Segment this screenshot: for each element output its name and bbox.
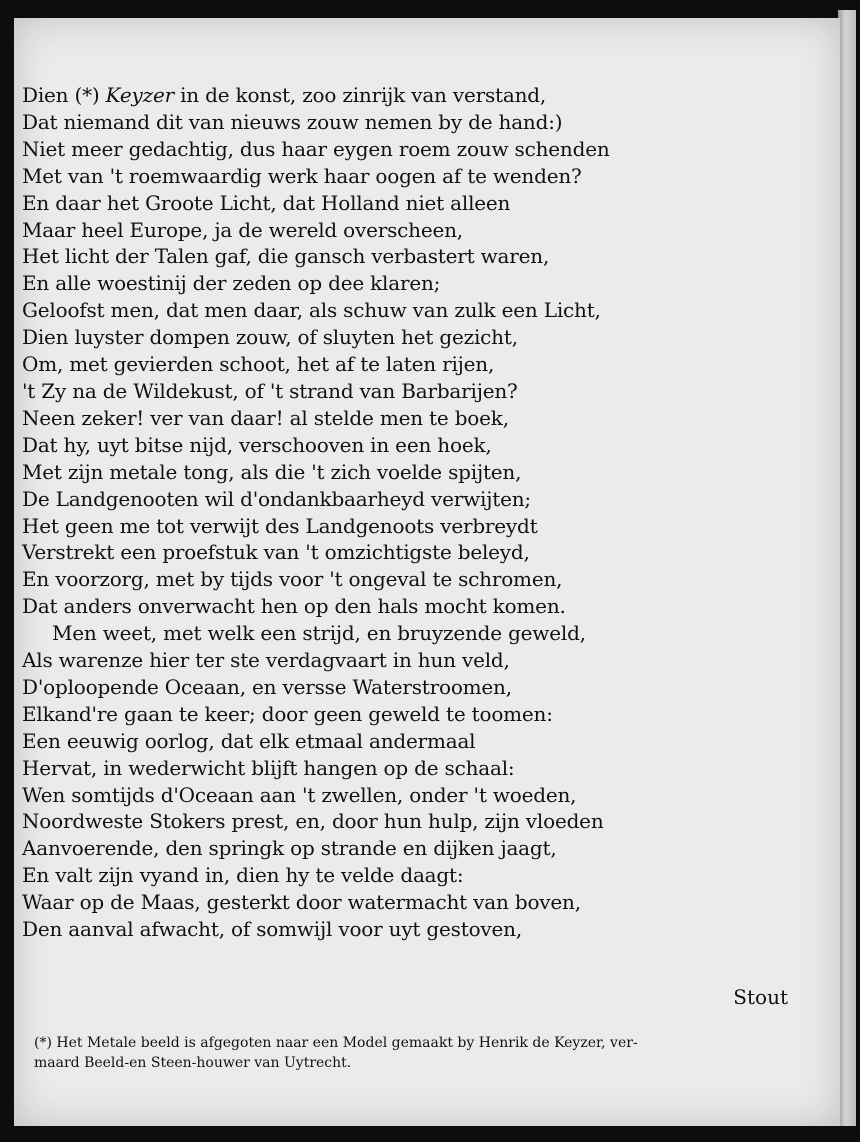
page-edge [838, 10, 856, 1126]
poem-line: Wen somtijds d'Oceaan aan 't zwellen, onder 't woeden, [22, 782, 577, 807]
poem-line: En valt zijn vyand in, dien hy te velde daagt: [22, 863, 464, 888]
poem-line: Met van 't roemwaardig werk haar oogen af te wenden? [22, 163, 582, 188]
poem-line: De Landgenooten wil d'ondankbaarheyd verwijten; [22, 486, 531, 511]
poem-line: Elkand're gaan te keer; door geen geweld te toomen: [22, 701, 553, 726]
poem-text [22, 82, 802, 943]
poem-line: Maar heel Europe, ja de wereld overscheen, [22, 217, 463, 242]
catchword: Stout [733, 985, 788, 1009]
poem-line: D'oploopende Oceaan, en versse Waterstroomen, [22, 674, 512, 699]
poem-line: Den aanval afwacht, of somwijl voor uyt gestoven, [22, 917, 522, 942]
footnote [34, 1033, 774, 1073]
poem-line-italic-name: Keyzer [105, 83, 174, 107]
poem-line: Het licht der Talen gaf, die gansch verbastert waren, [22, 244, 550, 269]
footnote-line-1: (*) Het Metale beeld is afgegoten naar een Model gemaakt by Henrik de Keyzer, ver- [34, 1035, 638, 1051]
poem-line: Waar op de Maas, gesterkt door watermacht van boven, [22, 890, 581, 915]
poem-line-segment: Dien (*) [22, 83, 106, 107]
poem-line: Neen zeker! ver van daar! al stelde men te boek, [22, 405, 509, 430]
poem-line: Dat niemand dit van nieuws zouw nemen by de hand:) [22, 109, 563, 134]
poem-line: Niet meer gedachtig, dus haar eygen roem zouw schenden [22, 136, 610, 161]
poem-line [22, 82, 802, 109]
poem-line: Men weet, met welk een strijd, en bruyzende geweld, [52, 621, 586, 646]
poem-line: Om, met gevierden schoot, het af te laten rijen, [22, 352, 495, 377]
poem-line: Geloofst men, dat men daar, als schuw van zulk een Licht, [22, 298, 601, 323]
poem-line: En daar het Groote Licht, dat Holland niet alleen [22, 190, 511, 215]
poem-line: Dat anders onverwacht hen op den hals mocht komen. [22, 594, 566, 619]
poem-line: Als warenze hier ter ste verdagvaart in hun veld, [22, 648, 510, 673]
poem-line: Met zijn metale tong, als die 't zich voelde spijten, [22, 459, 522, 484]
poem-line: En voorzorg, met by tijds voor 't ongeval te schromen, [22, 567, 563, 592]
poem-line: Dien luyster dompen zouw, of sluyten het gezicht, [22, 325, 518, 350]
footnote-line-2: maard Beeld-en Steen-houwer van Uytrecht. [34, 1055, 352, 1071]
poem-line: Dat hy, uyt bitse nijd, verschooven in een hoek, [22, 432, 492, 457]
poem-line: Een eeuwig oorlog, dat elk etmaal andermaal [22, 728, 476, 753]
poem-line: En alle woestinij der zeden op dee klaren; [22, 271, 441, 296]
poem-line: Verstrekt een proefstuk van 't omzichtigste beleyd, [22, 540, 530, 565]
poem-line: 't Zy na de Wildekust, of 't strand van Barbarijen? [22, 378, 518, 403]
poem-line: Aanvoerende, den springk op strande en dijken jaagt, [22, 836, 557, 861]
poem-line-segment: in de konst, zoo zinrijk van verstand, [173, 83, 547, 107]
poem-line: Noordweste Stokers prest, en, door hun hulp, zijn vloeden [22, 809, 604, 834]
poem-line: Hervat, in wederwicht blijft hangen op de schaal: [22, 755, 515, 780]
poem-line: Het geen me tot verwijt des Landgenoots verbreydt [22, 513, 538, 538]
